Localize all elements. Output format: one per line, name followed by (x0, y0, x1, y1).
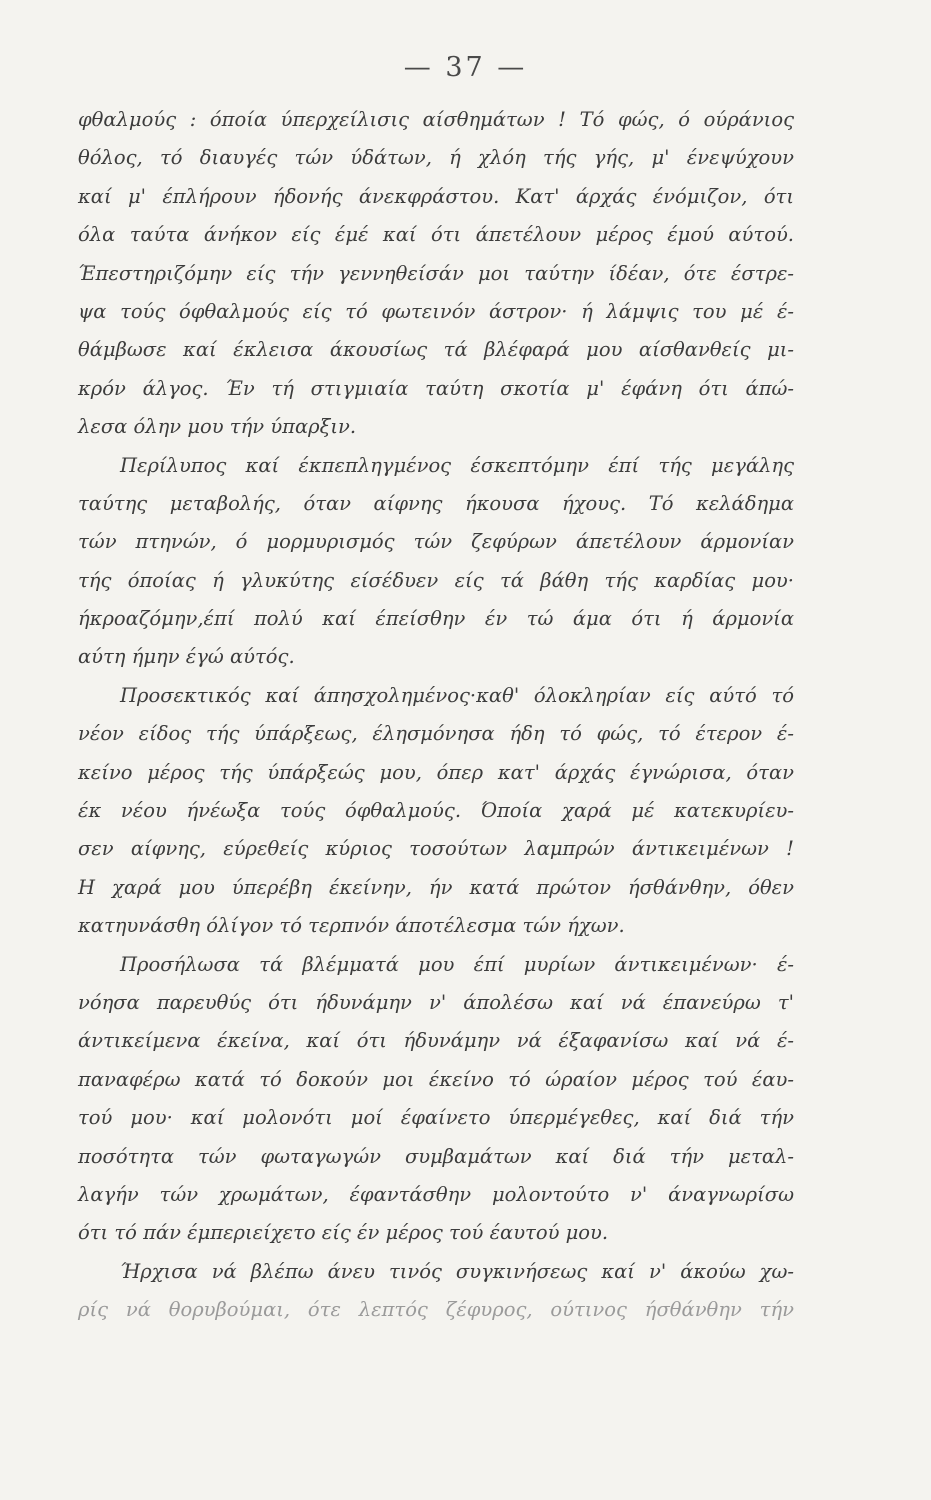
text-line: Η χαρά μου ύπερέβη έκείνην, ήν κατά πρώτον ήσθάνθην, όθεν (78, 875, 794, 899)
text-line: θόλος, τό διαυγές τών ύδάτων, ή χλόη τής γής, μ' ένεψύχουν (78, 146, 794, 170)
text-line: παναφέρω κατά τό δοκούν μοι έκείνο τό ώραίον μέρος τού έαυ- (78, 1067, 794, 1091)
text-line: σεν αίφνης, εύρεθείς κύριος τοσούτων λαμπρών άντικειμένων ! (78, 837, 794, 861)
text-line: τής όποίας ή γλυκύτης είσέδυεν είς τά βάθη τής καρδίας μου· (78, 568, 794, 592)
text-line: νόησα παρευθύς ότι ήδυνάμην ν' άπολέσω καί νά έπανεύρω τ' (78, 990, 794, 1014)
text-line: ήκροαζόμην,έπί πολύ καί έπείσθην έν τώ άμα ότι ή άρμονία (78, 607, 794, 631)
text-line: κρόν άλγος. Έν τή στιγμιαία ταύτη σκοτία μ' έφάνη ότι άπώ- (78, 376, 794, 400)
text-line: κατηυνάσθη όλίγον τό τερπνόν άποτέλεσμα τών ήχων. (78, 914, 625, 938)
text-line: όλα ταύτα άνήκον είς έμέ καί ότι άπετέλουν μέρος έμού αύτού. (78, 223, 794, 247)
text-line: άντικείμενα έκείνα, καί ότι ήδυνάμην νά έξαφανίσω καί νά έ- (78, 1029, 794, 1053)
text-line: Προσήλωσα τά βλέμματά μου έπί μυρίων άντικειμένων· έ- (120, 952, 794, 976)
text-line: Έπεστηριζόμην είς τήν γεννηθείσάν μοι ταύτην ίδέαν, ότε έστρε- (78, 261, 794, 285)
text-line: θάμβωσε καί έκλεισα άκουσίως τά βλέφαρά μου αίσθανθείς μι- (78, 338, 794, 362)
text-line: Ήρχισα νά βλέπω άνευ τινός συγκινήσεως καί ν' άκούω χω- (120, 1259, 794, 1283)
text-line: νέον είδος τής ύπάρξεως, έλησμόνησα ήδη τό φώς, τό έτερον έ- (78, 722, 794, 746)
text-line: έκ νέου ήνέωξα τούς όφθαλμούς. Όποία χαρά μέ κατεκυρίευ- (78, 799, 794, 823)
text-line: κείνο μέρος τής ύπάρξεώς μου, όπερ κατ' άρχάς έγνώρισα, όταν (78, 760, 794, 784)
page-number: — 37 — (403, 52, 528, 83)
text-line: φθαλμούς : όποία ύπερχείλισις αίσθημάτων ! Τό φώς, ό ούράνιος (78, 108, 794, 131)
text-line: τού μου· καί μολονότι μοί έφαίνετο ύπερμέγεθες, καί διά τήν (78, 1106, 794, 1130)
text-line: ψα τούς όφθαλμούς είς τό φωτεινόν άστρον· ή λάμψις του μέ έ- (78, 299, 794, 323)
text-line: τών πτηνών, ό μορμυρισμός τών ζεφύρων άπετέλουν άρμονίαν (78, 530, 794, 554)
text-line: Περίλυπος καί έκπεπληγμένος έσκεπτόμην έπί τής μεγάλης (120, 453, 794, 477)
text-line: ότι τό πάν έμπεριείχετο είς έν μέρος τού έαυτού μου. (78, 1221, 609, 1245)
text-line: λεσα όλην μου τήν ύπαρξιν. (78, 415, 357, 439)
text-line: ρίς νά θορυβούμαι, ότε λεπτός ζέφυρος, ούτινος ήσθάνθην τήν (78, 1298, 794, 1322)
text-line: Προσεκτικός καί άπησχολημένος·καθ' όλοκληρίαν είς αύτό τό (120, 683, 794, 707)
text-line: καί μ' έπλήρουν ήδονής άνεκφράστου. Κατ' άρχάς ένόμιζον, ότι (78, 184, 794, 208)
text-line: ποσότητα τών φωταγωγών συμβαμάτων καί διά τήν μεταλ- (78, 1144, 794, 1168)
text-line: ταύτης μεταβολής, όταν αίφνης ήκουσα ήχους. Τό κελάδημα (78, 491, 794, 515)
text-line: λαγήν τών χρωμάτων, έφαντάσθην μολοντούτο ν' άναγνωρίσω (78, 1182, 794, 1206)
body-text (78, 101, 794, 1330)
text-line: αύτη ήμην έγώ αύτός. (78, 645, 295, 669)
